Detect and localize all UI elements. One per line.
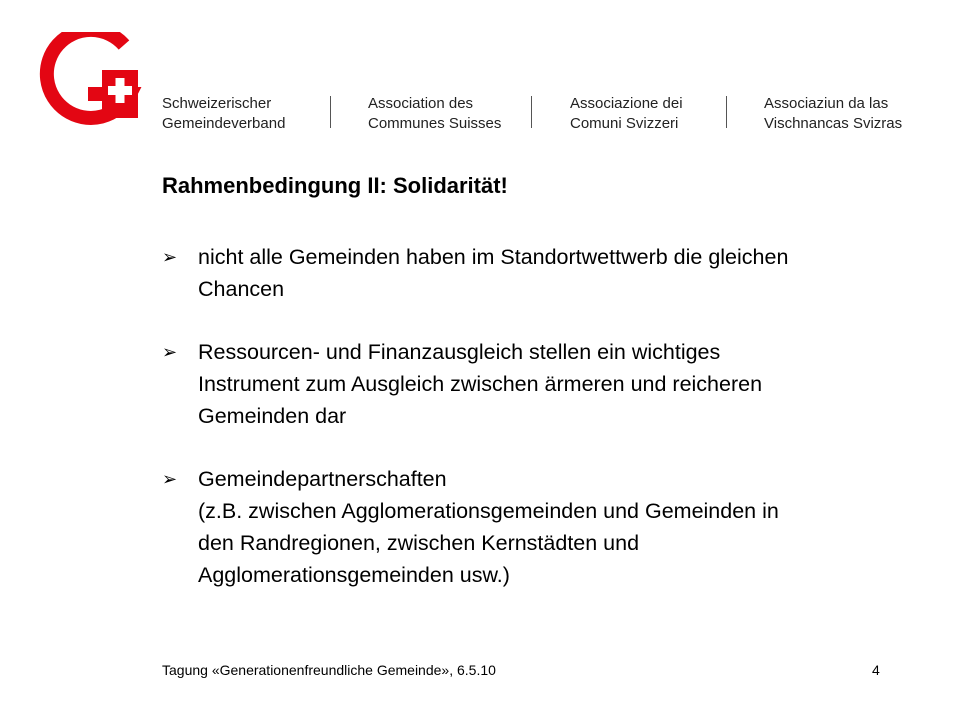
divider: [330, 96, 331, 128]
divider: [531, 96, 532, 128]
bullet-text-line: den Randregionen, zwischen Kernstädten und: [198, 531, 640, 555]
org-name-line: Associazione dei: [570, 95, 683, 112]
arrow-bullet-icon: ➢: [162, 469, 178, 489]
bullet-text-line: Gemeinden dar: [198, 404, 347, 428]
footer-text: Tagung «Generationenfreundliche Gemeinde», 6.5.10: [162, 662, 496, 678]
org-name-line: Communes Suisses: [368, 115, 502, 132]
page-number: 4: [872, 662, 880, 678]
bullet-text-line: Instrument zum Ausgleich zwischen ärmeren und reicheren: [198, 372, 763, 396]
org-name-de: [162, 94, 285, 134]
bullet-text-line: Chancen: [198, 277, 285, 301]
bullet-text-line: Ressourcen- und Finanzausgleich stellen ein wichtiges: [198, 340, 721, 364]
org-name-rm: [764, 94, 902, 134]
org-name-line: Gemeindeverband: [162, 115, 286, 132]
org-name-line: Associaziun da las: [764, 95, 889, 112]
sgv-logo-icon: [38, 32, 142, 132]
bullet-text-line: Agglomerationsgemeinden usw.): [198, 563, 510, 587]
bullet-list: [162, 241, 942, 622]
arrow-bullet-icon: ➢: [162, 247, 178, 267]
org-name-line: Comuni Svizzeri: [570, 115, 679, 132]
org-name-it: [570, 94, 683, 134]
slide-title: Rahmenbedingung II: Solidarität!: [162, 173, 508, 198]
bullet-text-line: nicht alle Gemeinden haben im Standortwettwerb die gleichen: [198, 245, 789, 269]
org-name-line: Vischnancas Svizras: [764, 115, 903, 132]
bullet-item: [162, 241, 942, 305]
divider: [726, 96, 727, 128]
org-name-line: Schweizerischer: [162, 95, 272, 112]
org-name-fr: [368, 94, 501, 134]
bullet-item: [162, 336, 942, 432]
org-name-line: Association des: [368, 95, 474, 112]
bullet-text-line: (z.B. zwischen Agglomerationsgemeinden und Gemeinden in: [198, 499, 779, 523]
bullet-text-line: Gemeindepartnerschaften: [198, 467, 447, 491]
bullet-item: [162, 463, 942, 591]
arrow-bullet-icon: ➢: [162, 342, 178, 362]
